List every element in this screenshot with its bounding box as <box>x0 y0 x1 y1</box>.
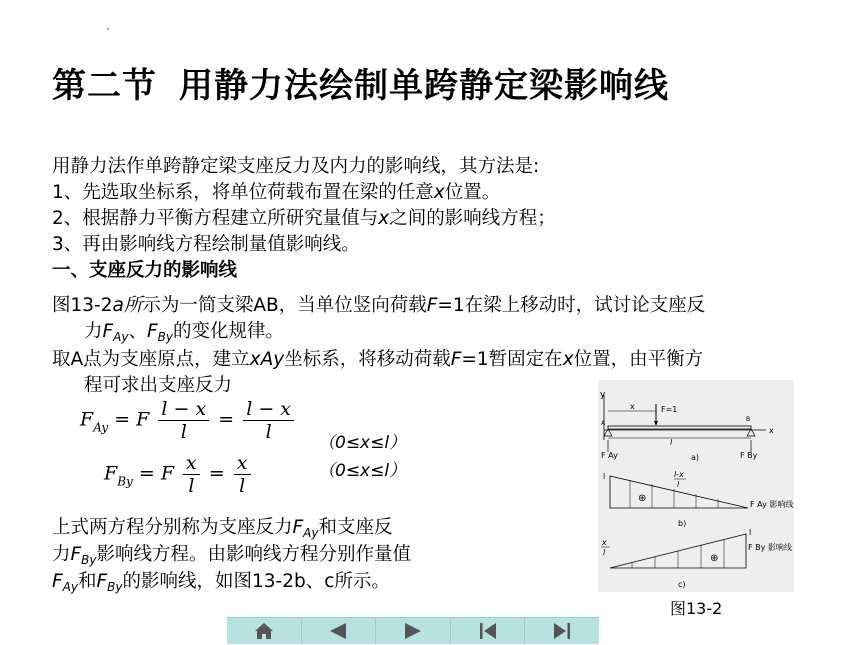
eq2-fraction-2 <box>234 452 251 497</box>
p2-c: =1暂固定在 <box>461 349 563 370</box>
p1-g: 、 <box>128 321 147 342</box>
eq2-F: F <box>160 462 174 485</box>
p3-l3F1: F <box>52 571 63 592</box>
fay-plus-sign: ⊕ <box>638 493 647 504</box>
step-3-text: 3、再由影响线方程绘制量值影响线。 <box>52 234 360 255</box>
p2-b: 坐标系，将移动荷载 <box>284 349 451 370</box>
p2-a: 取A点为支座原点，建立 <box>52 349 250 370</box>
load-arrowhead <box>654 421 658 426</box>
p3-l2a: 力 <box>52 544 71 565</box>
span-label: l <box>670 438 673 447</box>
support-a-label: A <box>601 420 606 427</box>
eq1-num-2: l − x <box>246 398 292 420</box>
step-2 <box>52 206 556 232</box>
next-icon <box>403 622 423 640</box>
step-1 <box>52 180 500 206</box>
fby-label: F By <box>740 451 758 460</box>
eq2-num-2: x <box>236 452 248 474</box>
paragraph-1-line-2 <box>52 319 705 345</box>
influence-line-diagram <box>598 380 794 592</box>
eq2-num-1: x <box>186 452 197 474</box>
equation-fby <box>104 452 254 497</box>
paragraph-1 <box>52 293 705 345</box>
step-2-tail: 之间的影响线方程； <box>389 208 556 229</box>
eq2-fraction-1 <box>183 452 200 497</box>
paragraph-1-line-1 <box>52 293 705 319</box>
intro-paragraph <box>52 154 539 180</box>
last-button[interactable] <box>525 618 599 644</box>
p1-b: a所 <box>112 295 143 316</box>
p3-l3a: 和 <box>77 571 97 592</box>
p3-l1s: Ay <box>303 526 319 540</box>
equation-fay <box>80 398 297 443</box>
title-section-number: 第二节 <box>52 66 157 106</box>
p3-l1b: 和支座反 <box>318 517 393 538</box>
eq2-equals-2: = <box>208 462 225 485</box>
fay-influence-line-label: F Ay 影响线 <box>750 500 794 509</box>
intro-text: 用静力法作单跨静定梁支座反力及内力的影响线，其方法是: <box>52 156 540 177</box>
x-axis-label: x <box>769 426 774 435</box>
fby-ordinate-num: x <box>602 538 607 547</box>
p3-l3s1: Ay <box>62 580 78 594</box>
step-2-text: 2、根据静力平衡方程建立所研究量值与 <box>52 208 379 229</box>
eq1-den-2: l <box>243 420 294 443</box>
paragraph-2-line-1 <box>52 347 703 373</box>
eq2-lhs-sub: By <box>117 474 133 489</box>
eq1-F: F <box>136 408 150 431</box>
fby-influence-line-label: F By 影响线 <box>748 543 792 552</box>
first-icon <box>478 622 498 640</box>
home-icon <box>254 622 274 640</box>
eq2-lhs: F <box>104 462 118 485</box>
p2-d: 位置，由平衡方 <box>573 349 704 370</box>
title-text: 用静力法绘制单跨静定梁影响线 <box>179 66 669 106</box>
p2-e: 程可求出支座反力 <box>84 375 233 396</box>
fay-label: F Ay <box>601 451 618 460</box>
eq1-den-1: l <box>158 420 209 443</box>
fay-ordinate-num: l-x <box>674 470 684 479</box>
figure-caption: 图13-2 <box>670 599 723 618</box>
prev-icon <box>328 622 348 640</box>
eq1-fraction-2 <box>243 398 294 443</box>
eq1-num-1: l − x <box>161 398 207 420</box>
p3-l3b: 的影响线，如图13-2b、c所示。 <box>122 571 390 592</box>
fby-ordinate-den: l <box>603 548 606 557</box>
section-heading-text: 一、支座反力的影响线 <box>52 260 238 281</box>
subfig-c-label: c) <box>678 580 686 589</box>
p1-h: F <box>147 321 158 342</box>
p1-f: F <box>102 321 114 342</box>
p3-l2F: F <box>70 544 82 565</box>
p3-l1F: F <box>292 517 304 538</box>
p3-l1a: 上式两方程分别称为支座反力 <box>52 517 293 538</box>
paragraph-3-line-2 <box>52 541 411 568</box>
step-1-var: x <box>433 182 445 203</box>
figure-13-2 <box>598 380 794 592</box>
p1-F: F <box>426 295 438 316</box>
step-1-tail: 位置。 <box>444 182 501 203</box>
page-title <box>52 58 669 107</box>
fby-ordinate-label: l <box>749 528 752 537</box>
eq2-equals: = <box>138 462 155 485</box>
eq1-lhs: F <box>80 408 94 431</box>
p3-l3F2: F <box>96 571 108 592</box>
paragraph-3 <box>52 514 411 595</box>
step-3 <box>52 232 360 258</box>
p1-e: 力 <box>84 321 103 342</box>
paragraph-3-line-3 <box>52 568 411 595</box>
eq2-den-1: l <box>183 474 200 497</box>
step-1-text: 1、先选取坐标系，将单位荷载布置在梁的任意 <box>52 182 434 203</box>
p3-l2b: 影响线方程。由影响线方程分别作量值 <box>96 544 412 565</box>
eq1-lhs-sub: Ay <box>93 420 109 435</box>
p1-a: 图13-2 <box>52 295 113 316</box>
eq1-condition: （0≤x≤l） <box>318 433 407 453</box>
subfig-a-label: a) <box>691 453 700 462</box>
section-heading <box>52 258 237 284</box>
step-2-var: x <box>378 208 390 229</box>
p2-v: xAy <box>249 349 285 370</box>
fay-ordinate-label: l <box>603 472 606 481</box>
fby-plus-sign: ⊕ <box>710 553 719 564</box>
previous-button[interactable] <box>302 618 377 644</box>
navigation-bar <box>227 617 599 644</box>
p3-l3s2: By <box>107 580 123 594</box>
eq2-den-2: l <box>234 474 251 497</box>
eq1-equals-2: = <box>218 408 235 431</box>
dot-mark <box>107 28 109 30</box>
p1-d: =1在梁上移动时，试讨论支座反 <box>437 295 706 316</box>
y-axis-label: y <box>600 390 606 400</box>
p1-s2: By <box>157 330 173 344</box>
eq1-equals: = <box>114 408 131 431</box>
fay-ordinate-den: l <box>677 480 680 489</box>
beam <box>608 426 751 429</box>
eq2-condition: （0≤x≤l） <box>318 461 407 481</box>
p1-i: 的变化规律。 <box>173 321 285 342</box>
load-label: F=1 <box>661 405 678 414</box>
p2-F: F <box>450 349 462 370</box>
p1-c: 示为一简支梁AB，当单位竖向荷载 <box>142 295 427 316</box>
x-dimension-label: x <box>630 402 635 411</box>
paragraph-3-line-1 <box>52 514 411 541</box>
first-button[interactable] <box>451 618 526 644</box>
last-icon <box>552 622 572 640</box>
p2-x: x <box>562 349 574 370</box>
p3-l2s: By <box>81 553 97 567</box>
subfig-b-label: b) <box>678 519 687 528</box>
support-b-label: B <box>746 416 751 423</box>
eq1-fraction-1 <box>158 398 209 443</box>
p1-s1: Ay <box>113 330 129 344</box>
home-button[interactable] <box>227 618 302 644</box>
next-button[interactable] <box>376 618 451 644</box>
